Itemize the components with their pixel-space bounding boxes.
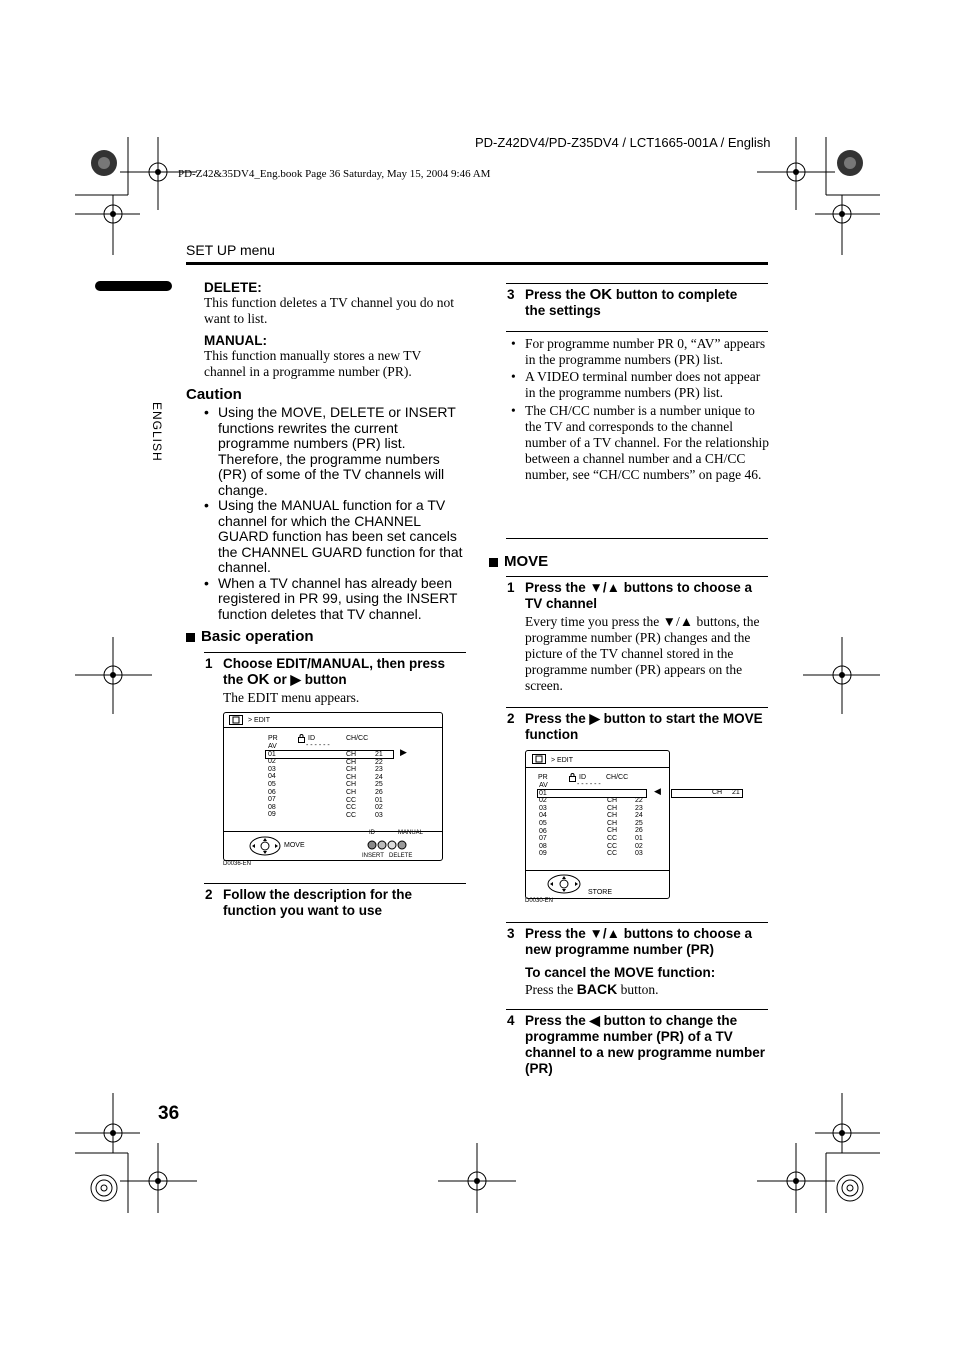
moving-channel-type: CH — [712, 789, 723, 796]
step-number: 2 — [507, 711, 515, 726]
pr-cell: 01 — [268, 750, 276, 758]
type-list — [346, 751, 356, 819]
move-title: MOVE — [504, 553, 549, 570]
column-header-id: ID — [579, 774, 586, 781]
pr-cell: 08 — [539, 842, 547, 850]
pr-cell: 06 — [539, 827, 547, 835]
number-list — [635, 797, 643, 858]
move-step-2-text: Press the ▶ button to start the MOVE function — [525, 711, 763, 742]
type-cell: CH — [346, 758, 357, 766]
step-1-line-2 — [223, 672, 468, 688]
move-hint-label: MOVE — [284, 842, 305, 849]
right-arrow-icon: ▶ — [400, 747, 407, 757]
cancel-move-title: To cancel the MOVE function: — [525, 965, 716, 980]
pr-cell: 03 — [539, 804, 547, 812]
num-cell: 02 — [635, 842, 643, 850]
step-number: 1 — [507, 580, 515, 595]
number-list — [375, 751, 383, 819]
step-3-post: button to complete — [615, 287, 738, 302]
pr-cell: 09 — [268, 811, 276, 819]
divider — [506, 922, 768, 923]
figure-code: D0036-EN — [223, 861, 252, 867]
pr-cell: 07 — [268, 796, 276, 804]
type-cell: CC — [607, 850, 618, 858]
pr-cell: 02 — [539, 797, 547, 805]
num-cell: 23 — [375, 766, 383, 774]
type-cell: CH — [607, 804, 618, 812]
type-cell: CH — [346, 773, 357, 781]
pr-cell: 08 — [268, 803, 276, 811]
store-hint-label: STORE — [588, 889, 612, 896]
pr-cell: 04 — [539, 812, 547, 820]
type-cell: CC — [607, 842, 618, 850]
moving-channel-number: 21 — [732, 789, 740, 796]
divider — [506, 707, 768, 708]
num-cell: 21 — [375, 751, 383, 758]
type-cell: CH — [607, 797, 618, 804]
num-cell: 25 — [635, 819, 643, 827]
note-item: • A VIDEO terminal number does not appear in the programme numbers (PR) list. — [507, 369, 769, 401]
square-bullet-icon — [186, 633, 195, 642]
step-1-line-1: Choose EDIT/MANUAL, then press — [223, 656, 446, 671]
num-cell: 02 — [375, 804, 383, 812]
divider — [204, 883, 466, 884]
caution-list — [200, 405, 470, 622]
step-number: 3 — [507, 926, 515, 941]
pr-cell: AV — [539, 782, 548, 789]
step-1-mid: or — [273, 672, 287, 687]
pr-cell: 03 — [268, 765, 276, 773]
pr-list — [539, 782, 548, 858]
divider — [506, 331, 768, 332]
divider — [506, 1009, 768, 1010]
num-cell: 03 — [635, 850, 643, 858]
manual-hint-label: MANUAL — [398, 830, 424, 836]
menu-icon — [229, 715, 243, 725]
num-cell: 26 — [635, 827, 643, 835]
document-model-line: PD-Z42DV4/PD-Z35DV4 / LCT1665-001A / English — [475, 135, 771, 150]
menu-icon — [532, 754, 546, 764]
section-title: SET UP menu — [186, 242, 275, 258]
manual-text: This function manually stores a new TV channel in a programme number (PR). — [204, 348, 421, 379]
num-cell: 01 — [635, 834, 643, 842]
selected-row-highlight — [537, 789, 647, 798]
step-number: 3 — [507, 287, 515, 302]
pr-cell: 04 — [268, 773, 276, 781]
insert-hint-label: INSERT — [362, 853, 384, 859]
basic-operation-title: Basic operation — [201, 628, 314, 645]
back-button-label: BACK — [576, 981, 618, 997]
num-cell: 22 — [375, 758, 383, 766]
cancel-post: button. — [620, 982, 659, 997]
dpad-icon — [546, 873, 582, 895]
num-cell: 01 — [375, 796, 383, 804]
num-cell: 22 — [635, 797, 643, 804]
osd-title-bar — [526, 751, 669, 768]
step-number: 1 — [205, 656, 213, 671]
column-header-pr: PR — [538, 774, 548, 781]
type-cell: CH — [607, 819, 618, 827]
edit-menu-screen — [223, 712, 443, 861]
pr-cell: AV — [268, 743, 277, 750]
column-header-id: ID — [308, 735, 315, 742]
moving-channel-box — [671, 789, 743, 798]
pr-cell: 01 — [539, 789, 547, 797]
manual-title: MANUAL: — [204, 333, 267, 348]
pr-cell: 07 — [539, 835, 547, 843]
type-cell: CH — [346, 766, 357, 774]
type-cell: CH — [607, 827, 618, 835]
step-3-text — [525, 287, 768, 319]
num-cell: 24 — [635, 812, 643, 820]
id-hint-label: ID — [369, 830, 375, 836]
osd-footer-divider — [526, 870, 669, 871]
type-cell: CH — [346, 751, 357, 758]
pr-list — [268, 743, 277, 819]
square-bullet-icon — [489, 558, 498, 567]
page-number: 36 — [158, 1103, 180, 1124]
pr-cell: 05 — [268, 780, 276, 788]
id-placeholder-dashes: - - - - - - — [306, 742, 330, 749]
figure-code: D0030-EN — [525, 898, 554, 904]
step-3-pre: Press the — [525, 287, 586, 302]
num-cell: 24 — [375, 773, 383, 781]
move-heading — [489, 553, 548, 570]
lock-icon — [569, 773, 576, 782]
left-arrow-icon: ◀ — [654, 786, 661, 796]
delete-text: This function deletes a TV channel you do not want to list. — [204, 295, 454, 326]
osd-breadcrumb: > EDIT — [248, 717, 270, 724]
step-number: 2 — [205, 887, 213, 902]
ok-button-label: OK — [247, 671, 270, 688]
pr-cell: 02 — [268, 758, 276, 766]
move-step-3-text: Press the ▼/▲ buttons to choose a new programme number (PR) — [525, 926, 753, 957]
step-3-line-1 — [525, 287, 768, 303]
osd-breadcrumb: > EDIT — [551, 757, 573, 764]
step-1-pre: the — [223, 672, 244, 687]
manual-description — [204, 333, 466, 380]
step-number: 4 — [507, 1013, 515, 1028]
dpad-icon — [248, 835, 282, 857]
ok-button-label: OK — [589, 286, 613, 303]
pr-cell: 09 — [539, 850, 547, 858]
num-cell: 03 — [375, 811, 383, 819]
note-item: • For programme number PR 0, “AV” appears in the programme numbers (PR) list. — [507, 336, 769, 368]
move-step-4-text: Press the ◀ button to change the programme number (PR) of a TV channel to a new programme number (PR) — [525, 1013, 766, 1076]
num-cell: 25 — [375, 781, 383, 789]
move-menu-screen — [525, 750, 670, 899]
step-2-text: Follow the description for the function you want to use — [223, 887, 412, 918]
delete-description — [204, 280, 466, 327]
type-cell: CH — [346, 781, 357, 789]
move-step-1-body: Every time you press the ▼/▲ buttons, the programme number (PR) changes and the picture of the TV channel stored in the programme number (PR) appears on the screen. — [525, 614, 760, 693]
column-header-chcc: CH/CC — [606, 774, 629, 781]
column-header-chcc: CH/CC — [346, 735, 369, 742]
type-cell: CC — [346, 811, 357, 819]
type-cell: CC — [346, 796, 357, 804]
column-header-pr: PR — [268, 735, 278, 742]
type-cell: CC — [607, 834, 618, 842]
caution-item: • Using the MANUAL function for a TV channel for which the CHANNEL GUARD function has been set cancels the CHANNEL GUARD function for that channel. — [200, 498, 470, 576]
side-language-label: ENGLISH — [150, 402, 164, 462]
divider — [506, 538, 768, 539]
step-3-line-2: the settings — [525, 303, 601, 318]
delete-hint-label: DELETE — [389, 853, 413, 859]
pr-cell: 05 — [539, 819, 547, 827]
divider — [506, 576, 768, 577]
num-cell: 26 — [375, 788, 383, 796]
cancel-move-text — [525, 981, 658, 998]
divider — [506, 283, 768, 284]
id-placeholder-dashes: - - - - - - — [577, 781, 601, 788]
step-1-post: button — [304, 672, 347, 687]
color-buttons-icon — [367, 839, 407, 851]
caution-item: • When a TV channel has already been registered in PR 99, using the INSERT function deletes that TV channel. — [200, 576, 470, 623]
type-cell: CC — [346, 804, 357, 812]
note-item: • The CH/CC number is a number unique to the TV and corresponds to the channel number of a TV channel. For the relationship between a channel number and a CH/CC number, see “CH/CC numbers” on page 46. — [507, 403, 769, 483]
notes-list — [507, 336, 769, 483]
divider — [204, 652, 466, 653]
cancel-pre: Press the — [525, 982, 574, 997]
caution-heading: Caution — [186, 386, 242, 403]
basic-operation-heading — [186, 628, 314, 645]
type-cell: CH — [346, 788, 357, 796]
delete-title: DELETE: — [204, 280, 262, 295]
move-step-1-text: Press the ▼/▲ buttons to choose a TV channel — [525, 580, 753, 611]
book-info-line: PD-Z42&35DV4_Eng.book Page 36 Saturday, May 15, 2004 9:46 AM — [178, 168, 491, 180]
pr-cell: 06 — [268, 788, 276, 796]
type-cell: CH — [607, 812, 618, 820]
step-1-text — [223, 656, 468, 688]
right-arrow-icon: ▶ — [290, 672, 301, 687]
lock-icon — [298, 734, 305, 743]
step-1-subtext: The EDIT menu appears. — [223, 690, 360, 705]
caution-item: • Using the MOVE, DELETE or INSERT functions rewrites the current programme numbers (PR) list. Therefore, the programme numbers (PR) of some of the TV channels will change. — [200, 405, 470, 498]
type-list — [607, 797, 617, 858]
num-cell: 23 — [635, 804, 643, 812]
